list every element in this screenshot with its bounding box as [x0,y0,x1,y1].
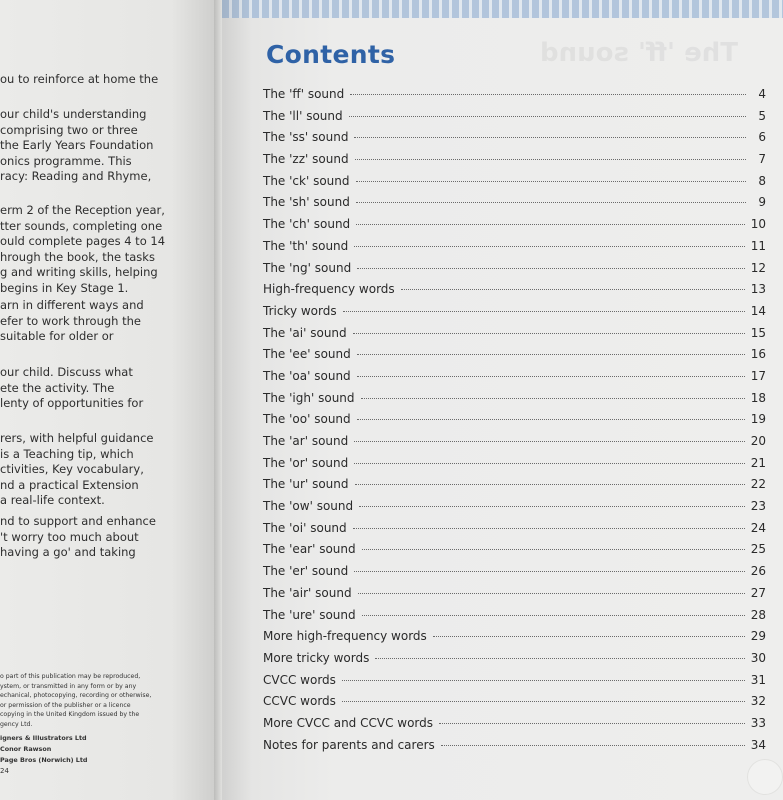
entry-page-number: 26 [750,564,766,579]
intro-line: g and writing skills, helping [0,265,158,279]
copyright-notice [0,672,151,730]
entry-label: The 'oo' sound [263,412,351,427]
entry-label: The 'ck' sound [263,173,350,188]
left-page [0,0,214,800]
dot-leader [356,180,746,182]
entry-label: The 'oa' sound [263,368,351,383]
contents-entry [263,195,766,217]
entry-page-number: 13 [750,282,766,297]
entry-label: The 'ow' sound [263,499,354,514]
intro-line: hrough the book, the tasks [0,249,155,264]
intro-paragraph [0,107,153,185]
copyright-line: o part of this publication may be reproduced, [0,673,141,680]
contents-entry [263,391,766,413]
contents-entry [263,716,766,738]
copyright-line: echanical, photocopying, recording or otherwise, [0,692,152,700]
entry-page-number: 8 [758,173,766,188]
entry-page-number: 32 [750,694,766,709]
dot-leader [356,201,746,203]
entry-page-number: 27 [750,585,766,600]
entry-label: High-frequency words [263,282,395,297]
intro-line: ou to reinforce at home the [0,72,159,86]
entry-label: The 'ch' sound [263,217,351,232]
intro-line: ould complete pages 4 to 14 [0,234,166,248]
intro-paragraph [0,298,144,345]
entry-page-number: 21 [750,455,766,470]
dot-leader [342,679,745,681]
copyright-line: copying in the United Kingdom issued by the [0,711,140,719]
dot-leader [375,657,744,659]
entry-page-number: 6 [758,130,766,145]
intro-line: arn in different ways and [0,298,144,312]
dot-leader [359,505,745,507]
intro-line: 't worry too much about [0,529,139,544]
entry-page-number: 29 [750,629,766,644]
entry-label: Tricky words [263,303,337,318]
intro-line: erm 2 of the Reception year, [0,203,165,217]
entry-label: The 'zz' sound [263,152,349,167]
book-gutter [214,0,222,800]
dot-leader [354,136,746,138]
dot-leader [342,700,745,702]
contents-entry [263,673,766,695]
intro-paragraph [0,514,156,561]
credit-line: igners & Illustrators Ltd [0,734,87,742]
entry-label: The 'oi' sound [263,520,347,535]
contents-entry [263,412,766,434]
entry-label: The 'er' sound [263,564,349,579]
intro-line: having a go' and taking [0,545,136,559]
entry-label: The 'ur' sound [263,477,349,492]
dot-leader [354,570,744,572]
intro-line: nd a practical Extension [0,477,139,492]
entry-page-number: 19 [750,412,766,427]
entry-page-number: 10 [750,217,766,232]
entry-label: The 'ss' sound [263,130,349,145]
dot-leader [358,592,745,594]
entry-page-number: 31 [750,672,766,687]
dot-leader [361,397,745,399]
dot-leader [343,310,745,312]
entry-label: The 'll' sound [263,108,343,123]
dot-leader [439,722,745,724]
contents-entry [263,434,766,456]
entry-label: More high-frequency words [263,629,427,644]
credits [0,733,88,766]
entry-page-number: 33 [750,715,766,730]
entry-label: The 'or' sound [263,455,349,470]
show-through-text: The 'ff' sound [540,38,738,68]
contents-entry [263,304,766,326]
entry-page-number: 30 [750,650,766,665]
entry-page-number: 11 [750,238,766,253]
top-stripe-border [222,0,783,18]
intro-paragraph [0,365,143,412]
entry-label: The 'ure' sound [263,607,356,622]
contents-entry [263,282,766,304]
intro-line: racy: Reading and Rhyme, [0,169,152,183]
entry-page-number: 4 [758,87,766,101]
contents-entry [263,174,766,196]
entry-page-number: 12 [750,260,766,275]
entry-page-number: 34 [750,737,766,752]
contents-entry [263,629,766,651]
dot-leader [357,353,745,355]
entry-page-number: 20 [750,434,766,448]
intro-paragraph [0,431,154,509]
intro-line: ete the activity. The [0,380,115,395]
entry-page-number: 23 [750,499,766,514]
entry-label: The 'ar' sound [263,434,349,448]
entry-page-number: 18 [750,390,766,405]
dot-leader [349,115,746,117]
contents-entry [263,586,766,608]
copyright-line: gency Ltd. [0,720,33,728]
entry-page-number: 9 [758,195,766,210]
contents-entry [263,87,766,109]
dot-leader [354,440,744,442]
dot-leader [401,288,745,290]
dot-leader [441,744,745,746]
entry-label: The 'igh' sound [263,390,355,405]
intro-line: begins in Key Stage 1. [0,280,129,295]
dot-leader [355,483,745,485]
entry-label: More tricky words [263,650,370,665]
contents-entry [263,109,766,131]
entry-label: CVCC words [263,672,336,687]
entry-label: The 'ear' sound [263,542,356,557]
contents-entry [263,694,766,716]
entry-label: The 'ee' sound [263,347,351,362]
entry-label: The 'air' sound [263,585,352,600]
entry-page-number: 17 [750,368,766,383]
page-title: Contents [266,40,396,69]
dot-leader [353,527,745,529]
entry-page-number: 25 [750,542,766,557]
dot-leader [354,462,744,464]
entry-label: The 'ng' sound [263,260,352,275]
entry-page-number: 5 [758,108,766,123]
dot-leader [354,245,744,247]
entry-label: CCVC words [263,694,336,709]
entry-page-number: 14 [750,303,766,318]
page-corner-circle [748,760,782,794]
entry-page-number: 15 [750,325,766,340]
dot-leader [362,614,745,616]
dot-leader [357,267,745,269]
dot-leader [357,418,745,420]
intro-line: is a Teaching tip, which [0,446,134,461]
credit-line: Conor Rawson [0,745,52,753]
contents-entry [263,521,766,543]
entry-page-number: 24 [750,520,766,535]
intro-line: our child. Discuss what [0,365,133,379]
intro-line: efer to work through the [0,313,141,328]
left-page-number: 24 [0,767,9,775]
entry-label: The 'th' sound [263,238,349,253]
right-page [222,0,783,800]
intro-line: a real-life context. [0,493,105,507]
contents-list [263,87,766,759]
dot-leader [362,548,745,550]
contents-entry [263,499,766,521]
intro-line: rers, with helpful guidance [0,431,154,445]
intro-line: our child's understanding [0,107,147,121]
contents-entry [263,152,766,174]
entry-label: The 'sh' sound [263,195,350,210]
copyright-line: ystem, or transmitted in any form or by any [0,682,137,690]
dot-leader [357,375,745,377]
entry-label: Notes for parents and carers [263,737,435,752]
intro-line: the Early Years Foundation [0,138,154,152]
intro-line: ctivities, Key vocabulary, [0,462,144,476]
intro-paragraph [0,72,158,88]
entry-label: The 'ai' sound [263,325,347,340]
contents-entry [263,217,766,239]
entry-page-number: 16 [750,347,766,362]
entry-label: More CVCC and CCVC words [263,715,434,730]
contents-entry [263,456,766,478]
dot-leader [433,635,745,637]
contents-entry [263,130,766,152]
contents-entry [263,477,766,499]
intro-line: lenty of opportunities for [0,396,144,410]
copyright-line: or permission of the publisher or a licence [0,701,131,709]
credit-line: Page Bros (Norwich) Ltd [0,756,88,764]
entry-label: The 'ff' sound [263,87,345,101]
contents-entry [263,347,766,369]
contents-entry [263,261,766,283]
contents-entry [263,326,766,348]
dot-leader [356,223,745,225]
dot-leader [355,158,746,160]
dot-leader [353,332,745,334]
intro-line: comprising two or three [0,122,138,137]
intro-line: suitable for older or [0,329,114,343]
contents-entry [263,651,766,673]
contents-entry [263,239,766,261]
intro-line: onics programme. This [0,153,132,168]
contents-entry [263,608,766,630]
contents-entry [263,369,766,391]
dot-leader [350,93,746,95]
intro-paragraph [0,203,165,296]
entry-page-number: 28 [750,607,766,622]
entry-page-number: 7 [758,152,766,167]
entry-page-number: 22 [750,477,766,492]
intro-line: nd to support and enhance [0,514,156,528]
contents-entry [263,542,766,564]
intro-line: tter sounds, completing one [0,218,163,233]
gutter-shadow [222,0,252,800]
contents-entry [263,564,766,586]
contents-entry [263,738,766,760]
